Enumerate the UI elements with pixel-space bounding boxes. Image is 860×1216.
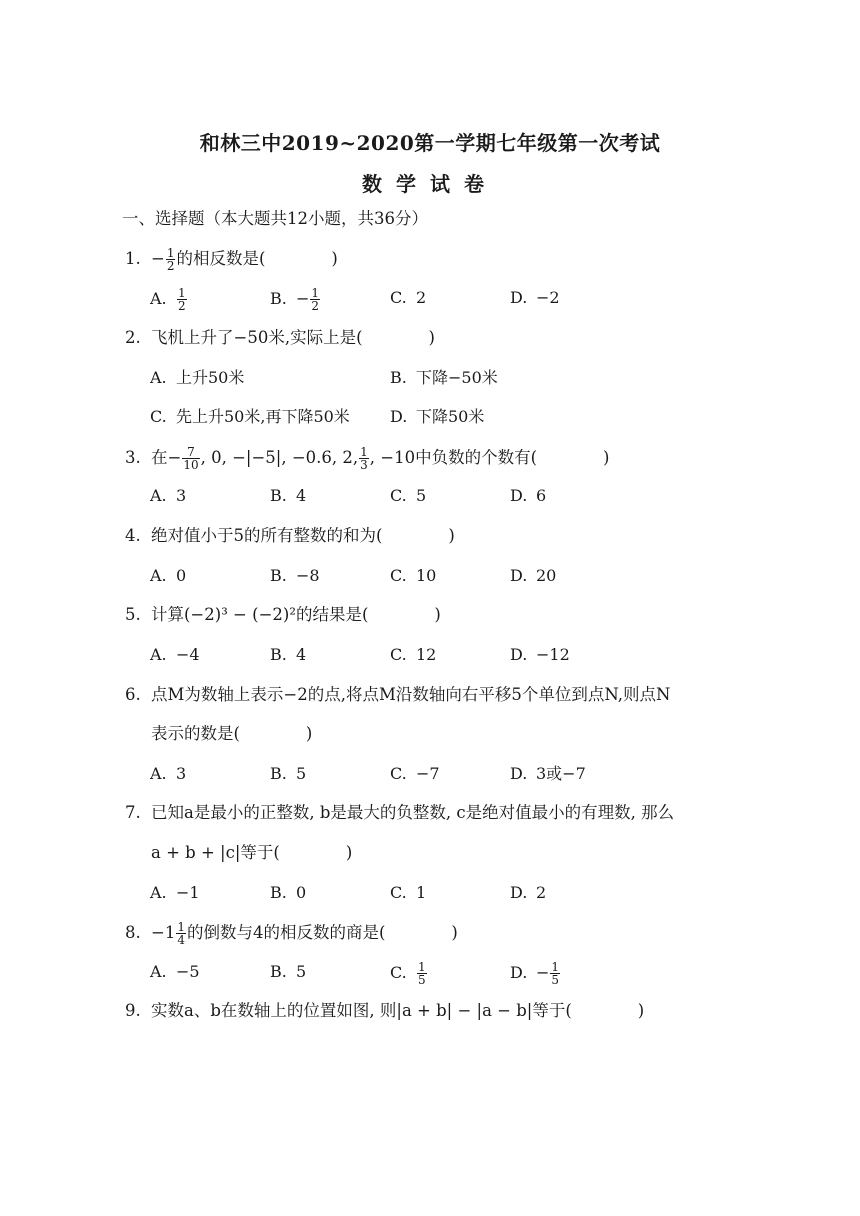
answer-blank: ( ) bbox=[378, 923, 458, 942]
option-c: C. 1 bbox=[390, 883, 427, 902]
option-b: B. 0 bbox=[270, 883, 307, 902]
option-d: D. − $\frac{1}{5}$ bbox=[510, 960, 560, 987]
question-number: 8. bbox=[125, 923, 141, 942]
answer-blank: ( ) bbox=[233, 724, 313, 743]
option-d: D. 6 bbox=[510, 486, 547, 505]
answer-blank: ( ) bbox=[356, 328, 435, 347]
option-c: C. 12 bbox=[390, 645, 437, 664]
fraction: $\frac{1}{5}$ bbox=[551, 960, 560, 987]
question-1: 1. − $\frac{1}{2}$ 的相反数是( ) bbox=[125, 246, 338, 273]
option-c: C. 10 bbox=[390, 566, 437, 585]
option-a: A. −5 bbox=[150, 962, 200, 981]
question-3 bbox=[125, 446, 609, 471]
question-stem: 在− bbox=[151, 448, 182, 467]
answer-blank: ( ) bbox=[376, 526, 455, 545]
option-c: C. −7 bbox=[390, 764, 440, 783]
option-a: A. −1 bbox=[150, 883, 200, 902]
option-a: A. 3 bbox=[150, 486, 187, 505]
question-stem: 飞机上升了−50米,实际上是 bbox=[151, 328, 357, 347]
answer-blank: ( ) bbox=[273, 843, 353, 862]
option-d: D. 3或−7 bbox=[510, 764, 586, 783]
option-d: D. 2 bbox=[510, 883, 547, 902]
question-9 bbox=[125, 1000, 644, 1022]
question-number: 6. bbox=[125, 685, 141, 704]
question-stem: 点M为数轴上表示−2的点,将点M沿数轴向右平移5个单位到点N,则点N bbox=[151, 685, 671, 704]
question-number: 4. bbox=[125, 526, 141, 545]
question-stem: , −10中负数的个数有 bbox=[369, 448, 531, 467]
option-b: B. − $\frac{1}{2}$ bbox=[270, 286, 320, 313]
question-number: 9. bbox=[125, 1001, 141, 1020]
option-c: C. 先上升50米,再下降50米 bbox=[150, 407, 350, 426]
fraction: $\frac{1}{2}$ bbox=[311, 286, 320, 313]
option-a: A. 3 bbox=[150, 764, 187, 783]
option-a: A. $\frac{1}{2}$ bbox=[150, 286, 186, 313]
answer-blank: ( ) bbox=[565, 1001, 645, 1020]
fraction: $\frac{7}{10}$ bbox=[183, 445, 199, 472]
fraction: $\frac{1}{3}$ bbox=[360, 445, 368, 472]
question-number: 1. bbox=[125, 249, 141, 268]
question-stem: 已知a是最小的正整数, b是最大的负整数, c是绝对值最小的有理数, 那么 bbox=[151, 803, 675, 822]
answer-blank: ( ) bbox=[258, 249, 338, 268]
question-stem: 计算(−2)³ − (−2)²的结果是 bbox=[151, 605, 362, 624]
question-stem: a + b + |c|等于 bbox=[151, 843, 274, 862]
option-c: C. 5 bbox=[390, 486, 427, 505]
option-d: D. 下降50米 bbox=[390, 407, 485, 426]
question-8 bbox=[125, 921, 458, 946]
answer-blank: ( ) bbox=[361, 605, 441, 624]
question-stem: , 0, −|−5|, −0.6, 2, bbox=[200, 448, 359, 467]
question-number: 3. bbox=[125, 448, 141, 467]
option-d: D. −12 bbox=[510, 645, 570, 664]
question-7-continued bbox=[151, 842, 352, 864]
page-title: 和林三中2019~2020第一学期七年级第一次考试 bbox=[199, 131, 661, 155]
option-a: A. 0 bbox=[150, 566, 187, 585]
question-stem: 表示的数是 bbox=[151, 724, 234, 743]
option-a: A. 上升50米 bbox=[150, 368, 245, 387]
question-6 bbox=[125, 684, 670, 706]
option-d: D. 20 bbox=[510, 566, 557, 585]
question-number: 2. bbox=[125, 328, 141, 347]
fraction: $\frac{1}{2}$ bbox=[178, 286, 186, 313]
option-b: B. −8 bbox=[270, 566, 320, 585]
question-4 bbox=[125, 525, 455, 547]
option-b: B. 4 bbox=[270, 486, 307, 505]
question-stem: 的倒数与4的相反数的商是 bbox=[186, 923, 379, 942]
question-7 bbox=[125, 802, 674, 824]
option-b: B. 下降−50米 bbox=[390, 368, 498, 387]
option-c: C. $\frac{1}{5}$ bbox=[390, 960, 426, 987]
question-2 bbox=[125, 327, 435, 349]
question-5 bbox=[125, 604, 441, 626]
fraction: $\frac{1}{2}$ bbox=[166, 246, 175, 273]
section-heading: 一、选择题（本大题共12小题，共36分） bbox=[122, 209, 428, 228]
option-b: B. 5 bbox=[270, 962, 307, 981]
question-number: 7. bbox=[125, 803, 141, 822]
fraction: $\frac{1}{4}$ bbox=[177, 920, 185, 947]
page-subtitle: 数学试卷 bbox=[362, 172, 498, 196]
option-c: C. 2 bbox=[390, 288, 427, 307]
option-b: B. 4 bbox=[270, 645, 307, 664]
question-stem: 绝对值小于5的所有整数的和为 bbox=[151, 526, 376, 545]
option-b: B. 5 bbox=[270, 764, 307, 783]
option-d: D. −2 bbox=[510, 288, 560, 307]
question-6-continued bbox=[151, 723, 312, 745]
question-stem: 实数a、b在数轴上的位置如图, 则|a + b| − |a − b|等于 bbox=[151, 1001, 566, 1020]
question-stem: −1 bbox=[151, 923, 176, 942]
question-stem: 的相反数是 bbox=[176, 249, 259, 268]
fraction: $\frac{1}{5}$ bbox=[418, 960, 426, 987]
question-number: 5. bbox=[125, 605, 141, 624]
answer-blank: ( ) bbox=[530, 448, 610, 467]
option-a: A. −4 bbox=[150, 645, 200, 664]
